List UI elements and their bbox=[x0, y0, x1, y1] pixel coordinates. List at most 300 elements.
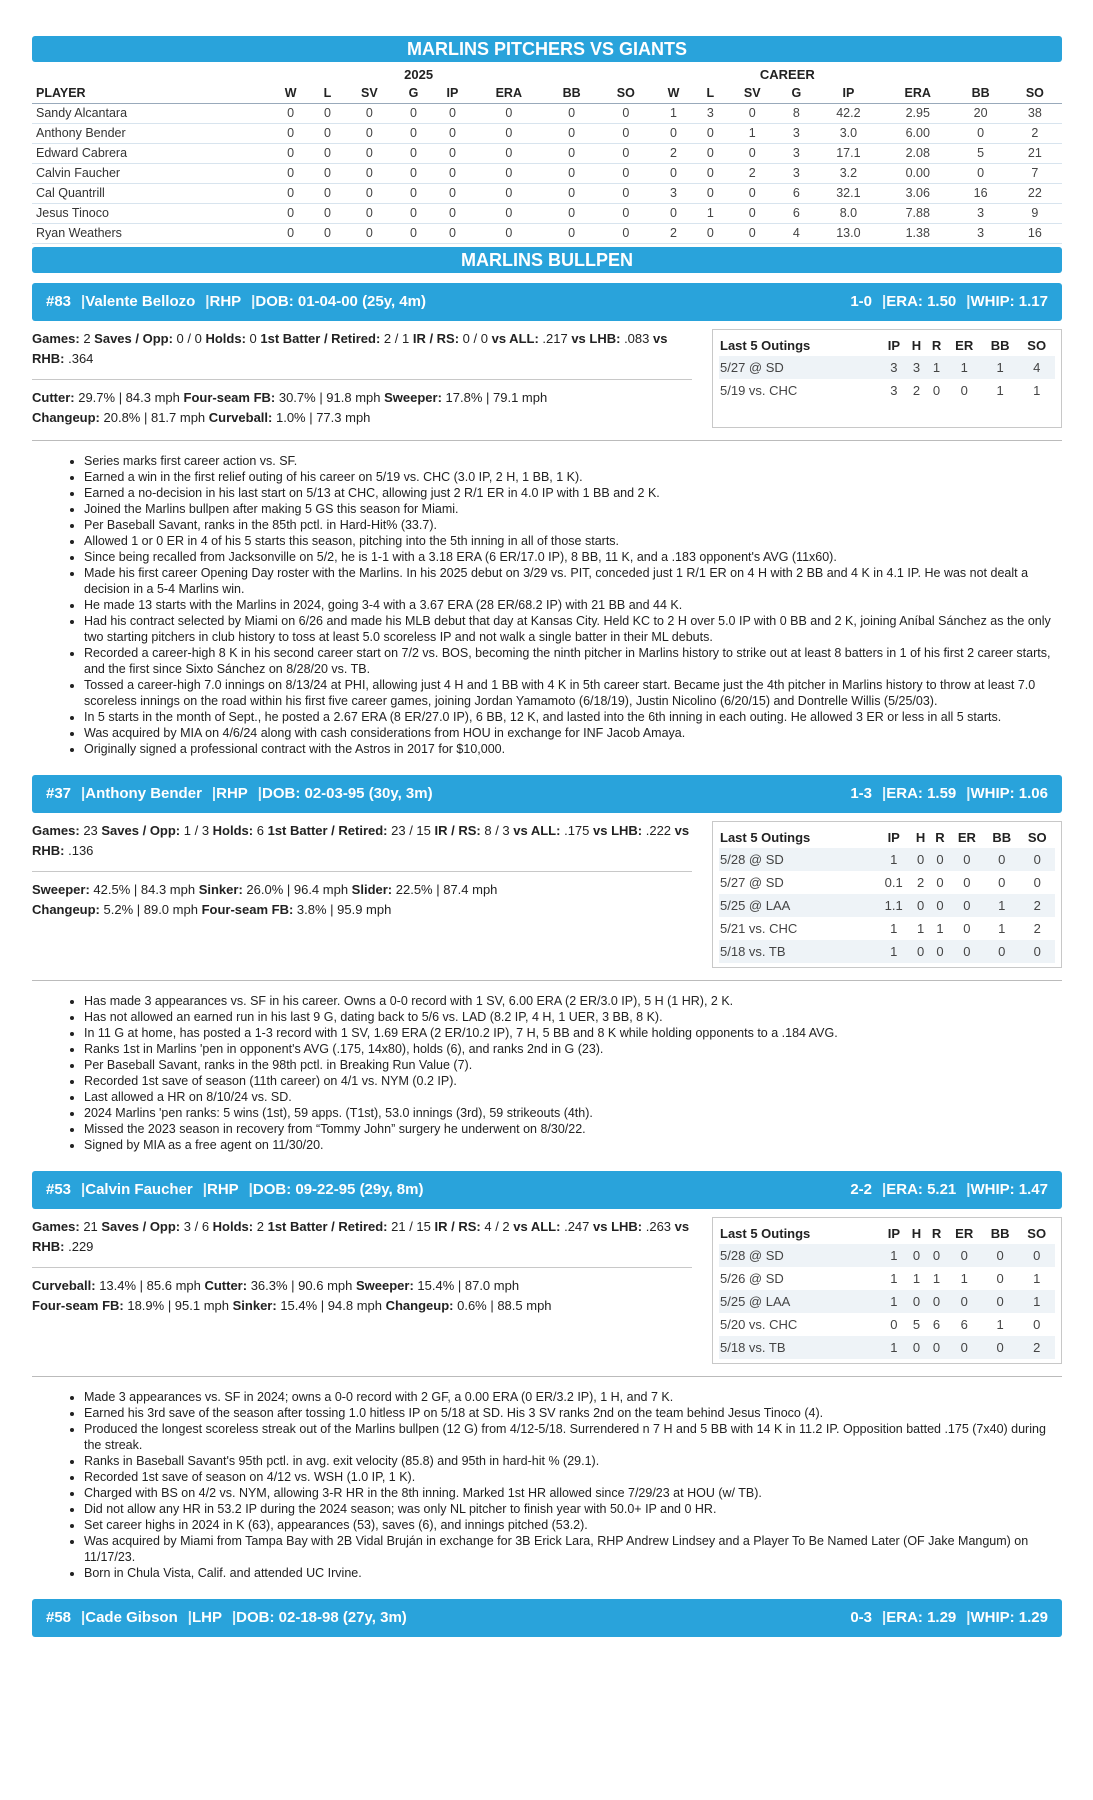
outing-cell: 2 bbox=[912, 383, 921, 398]
list-item: • Recorded 1st save of season on 4/12 vs. WSH (1.0 IP, 1 K). bbox=[84, 1469, 1062, 1485]
stat-cell: 0 bbox=[287, 126, 295, 140]
outing-cell: 0 bbox=[916, 898, 925, 913]
stat-cell: 8.0 bbox=[839, 206, 858, 220]
stat-cell: 1 bbox=[706, 206, 714, 220]
outing-cell: 2 bbox=[1033, 898, 1041, 913]
outing-cell: 1 bbox=[960, 1271, 968, 1286]
outing-cell: 0 bbox=[912, 1340, 921, 1355]
stat-cell: 0 bbox=[448, 186, 456, 200]
outing-cell: 0 bbox=[998, 852, 1006, 867]
usage-line bbox=[32, 1217, 692, 1257]
stat-cell: 2.95 bbox=[905, 106, 930, 120]
pitch-value: 42.5% | 84.3 mph bbox=[89, 882, 199, 897]
player-whip: WHIP: 1.29 bbox=[970, 1609, 1048, 1626]
stat-value: 23 / 15 bbox=[387, 823, 435, 838]
outing-row bbox=[719, 1336, 1055, 1359]
list-item: • Earned a no-decision in his last start on 5/13 at CHC, allowing just 2 R/1 ER in 4.0 IP with 1 BB and 2 K. bbox=[84, 485, 1062, 501]
list-item: • Earned a win in the first relief outing of his career on 5/19 vs. CHC (3.0 IP, 2 H, 1 BB, 1 K). bbox=[84, 469, 1062, 485]
column-header: SO bbox=[1008, 84, 1062, 104]
last5-header: R bbox=[931, 337, 942, 353]
stat-cell: 0 bbox=[706, 226, 714, 240]
outing-cell: 0 bbox=[960, 1340, 968, 1355]
outing-cell: 2 bbox=[1033, 1340, 1041, 1355]
pitch-value: 13.4% | 85.6 mph bbox=[95, 1278, 205, 1293]
stat-cell: 0 bbox=[448, 206, 456, 220]
outing-cell: 0 bbox=[936, 944, 944, 959]
outing-cell: 1 bbox=[890, 852, 898, 867]
stat-cell: 0 bbox=[287, 226, 295, 240]
outing-cell: 0.1 bbox=[884, 875, 903, 890]
outing-cell: 0 bbox=[963, 875, 971, 890]
player-bar: #53 |Calvin Faucher |RHP |DOB: 09-22-95 (29y, 8m) 2-2 |ERA: 5.21 |WHIP: 1.47 bbox=[32, 1171, 1062, 1209]
pitch-value: 17.8% | 79.1 mph bbox=[441, 390, 548, 405]
list-item: • Was acquired by Miami from Tampa Bay with 2B Vidal Bruján in exchange for 3B Erick Lara, RHP Andrew Lindsey and a Player To Be Named Later (OF Jake Mangum) on 11/17/23. bbox=[84, 1533, 1062, 1565]
outing-cell: 0 bbox=[932, 1340, 941, 1355]
player-number: #58 bbox=[46, 1609, 72, 1626]
stat-value: 0 / 0 bbox=[459, 331, 492, 346]
last5-header: Last 5 Outings bbox=[720, 1225, 811, 1241]
pitch-label: Changeup: bbox=[32, 902, 100, 917]
list-item: • Series marks first career action vs. SF. bbox=[84, 453, 1062, 469]
stat-cell: 3.0 bbox=[839, 126, 858, 140]
stat-cell: 0 bbox=[622, 166, 630, 180]
list-item: • Joined the Marlins bullpen after making 5 GS this season for Miami. bbox=[84, 501, 1062, 517]
outing-cell: 0 bbox=[996, 1271, 1004, 1286]
stat-value: 4 / 2 bbox=[480, 1219, 514, 1234]
last5-header: R bbox=[931, 1225, 942, 1241]
table-header-row bbox=[32, 84, 1062, 104]
column-header: IP bbox=[815, 84, 882, 104]
stat-value: 2 bbox=[79, 331, 95, 346]
stat-label: vs ALL: bbox=[513, 1219, 561, 1234]
stat-cell: 0 bbox=[706, 186, 714, 200]
outing-row bbox=[719, 894, 1055, 917]
player-name-cell: Anthony Bender bbox=[36, 126, 126, 140]
stat-cell: 0 bbox=[748, 226, 756, 240]
stat-value: .136 bbox=[64, 843, 94, 858]
stat-cell: 1 bbox=[748, 126, 756, 140]
last5-header: ER bbox=[955, 337, 974, 353]
stat-cell: 0 bbox=[365, 126, 373, 140]
usage-line bbox=[32, 821, 692, 861]
outing-cell: 0 bbox=[1033, 944, 1041, 959]
stat-cell: 1.38 bbox=[905, 226, 930, 240]
outing-cell: 0 bbox=[916, 944, 925, 959]
outing-cell: 1 bbox=[890, 1271, 898, 1286]
list-item: • Ranks 1st in Marlins 'pen in opponent's AVG (.175, 14x80), holds (6), and ranks 2nd in G (23). bbox=[84, 1041, 1062, 1057]
stat-cell: 0 bbox=[670, 126, 677, 140]
stat-label: Saves / Opp: bbox=[101, 823, 181, 838]
outing-cell: 2 bbox=[1033, 921, 1041, 936]
stat-cell: 0 bbox=[748, 146, 756, 160]
player-stats-block bbox=[32, 1217, 692, 1364]
stat-label: Games: bbox=[32, 331, 80, 346]
stat-value: 0 bbox=[245, 331, 261, 346]
usage-line bbox=[32, 329, 692, 369]
stat-cell: 2 bbox=[1031, 126, 1039, 140]
stat-cell: 0 bbox=[323, 206, 331, 220]
list-item: • Set career highs in 2024 in K (63), appearances (53), saves (6), and innings pitched (53.2). bbox=[84, 1517, 1062, 1533]
stat-cell: 0 bbox=[448, 126, 456, 140]
stat-label: vs ALL: bbox=[491, 331, 539, 346]
stat-cell: 0.00 bbox=[905, 166, 930, 180]
stat-cell: 0 bbox=[622, 206, 630, 220]
outing-cell: 5/26 @ SD bbox=[720, 1271, 784, 1286]
list-item: • Last allowed a HR on 8/10/24 vs. SD. bbox=[84, 1089, 1062, 1105]
stat-cell: 0 bbox=[568, 146, 576, 160]
stat-cell: 0 bbox=[748, 206, 756, 220]
player-number: #37 bbox=[46, 785, 72, 802]
group-career-label: CAREER bbox=[759, 67, 815, 82]
stat-cell: 0 bbox=[365, 206, 373, 220]
pitch-mix bbox=[32, 880, 692, 920]
table-row bbox=[32, 144, 1062, 164]
player-whip: WHIP: 1.06 bbox=[970, 785, 1048, 802]
outing-cell: 1 bbox=[936, 921, 944, 936]
stat-cell: 0 bbox=[287, 166, 295, 180]
stat-cell: 0 bbox=[568, 186, 576, 200]
last5-header: Last 5 Outings bbox=[720, 337, 811, 353]
stat-label: Games: bbox=[32, 1219, 80, 1234]
outing-cell: 1 bbox=[890, 1248, 898, 1263]
outing-cell: 5/27 @ SD bbox=[720, 360, 784, 375]
outing-row bbox=[719, 917, 1055, 940]
outing-cell: 1 bbox=[890, 1340, 898, 1355]
last5-header: Last 5 Outings bbox=[720, 829, 811, 845]
column-header: BB bbox=[954, 84, 1008, 104]
list-item: • Per Baseball Savant, ranks in the 85th pctl. in Hard-Hit% (33.7). bbox=[84, 517, 1062, 533]
outing-cell: 1 bbox=[996, 383, 1004, 398]
stat-cell: 0 bbox=[670, 206, 677, 220]
outing-row bbox=[719, 848, 1055, 871]
outing-row bbox=[719, 1267, 1055, 1290]
stat-cell: 22 bbox=[1027, 186, 1042, 200]
outing-cell: 0 bbox=[1033, 875, 1041, 890]
outing-cell: 0 bbox=[963, 944, 971, 959]
pitch-label: Sweeper: bbox=[32, 882, 90, 897]
stat-value: 23 bbox=[79, 823, 102, 838]
stat-cell: 3 bbox=[706, 106, 714, 120]
outing-cell: 0 bbox=[932, 1294, 941, 1309]
player-name: Calvin Faucher bbox=[85, 1181, 193, 1198]
stat-cell: 0 bbox=[568, 126, 576, 140]
player-whip: WHIP: 1.47 bbox=[970, 1181, 1048, 1198]
player-dob: DOB: 01-04-00 (25y, 4m) bbox=[255, 293, 426, 310]
player-bar: #58 |Cade Gibson |LHP |DOB: 02-18-98 (27y, 3m) 0-3 |ERA: 1.29 |WHIP: 1.29 bbox=[32, 1599, 1062, 1637]
stat-cell: 6.00 bbox=[905, 126, 930, 140]
outing-cell: 1 bbox=[1033, 1294, 1041, 1309]
stat-label: vs ALL: bbox=[513, 823, 561, 838]
stat-cell: 3 bbox=[670, 186, 677, 200]
stat-cell: 0 bbox=[365, 146, 373, 160]
stat-cell: 3.2 bbox=[839, 166, 858, 180]
stat-label: 1st Batter / Retired: bbox=[260, 331, 381, 346]
stat-cell: 0 bbox=[409, 106, 417, 120]
list-item: • Per Baseball Savant, ranks in the 98th pctl. in Breaking Run Value (7). bbox=[84, 1057, 1062, 1073]
outing-cell: 1.1 bbox=[884, 898, 903, 913]
list-item: • Was acquired by MIA on 4/6/24 along with cash considerations from HOU in exchange for INF Jacob Amaya. bbox=[84, 725, 1062, 741]
column-header: SV bbox=[727, 84, 778, 104]
player-name-cell: Ryan Weathers bbox=[36, 226, 122, 240]
last5-header: H bbox=[911, 1225, 922, 1241]
outing-cell: 0 bbox=[912, 1248, 921, 1263]
stat-cell: 0 bbox=[505, 166, 513, 180]
pitch-label: Curveball: bbox=[208, 410, 273, 425]
player-number: #53 bbox=[46, 1181, 72, 1198]
player-record: 0-3 bbox=[850, 1609, 873, 1626]
outing-cell: 0 bbox=[1033, 1317, 1041, 1332]
table-row bbox=[32, 124, 1062, 144]
stat-cell: 0 bbox=[748, 106, 756, 120]
stat-cell: 0 bbox=[448, 106, 456, 120]
column-header: L bbox=[694, 84, 727, 104]
pitch-label: Slider: bbox=[351, 882, 393, 897]
stat-value: 6 bbox=[253, 823, 268, 838]
outing-cell: 5/18 vs. TB bbox=[720, 944, 786, 959]
table-row bbox=[32, 204, 1062, 224]
outing-cell: 5/28 @ SD bbox=[720, 1248, 784, 1263]
column-header: G bbox=[778, 84, 815, 104]
list-item: • Signed by MIA as a free agent on 11/30/20. bbox=[84, 1137, 1062, 1153]
stat-cell: 0 bbox=[622, 226, 630, 240]
stat-cell: 0 bbox=[622, 106, 630, 120]
pitch-value: 30.7% | 91.8 mph bbox=[275, 390, 385, 405]
stat-label: Holds: bbox=[212, 823, 254, 838]
outing-cell: 6 bbox=[960, 1317, 968, 1332]
stat-cell: 3 bbox=[977, 206, 985, 220]
stat-cell: 0 bbox=[505, 226, 513, 240]
pitch-value: 20.8% | 81.7 mph bbox=[99, 410, 209, 425]
stat-cell: 0 bbox=[622, 126, 630, 140]
stat-cell: 20 bbox=[973, 106, 988, 120]
stat-cell: 0 bbox=[323, 106, 331, 120]
stat-cell: 7 bbox=[1031, 166, 1039, 180]
pitch-label: Sweeper: bbox=[355, 1278, 414, 1293]
player-number: #83 bbox=[46, 293, 72, 310]
player-name: Cade Gibson bbox=[85, 1609, 178, 1626]
outing-cell: 5/28 @ SD bbox=[720, 852, 784, 867]
pitch-value: 5.2% | 89.0 mph bbox=[99, 902, 202, 917]
stat-cell: 3.06 bbox=[905, 186, 930, 200]
outing-cell: 1 bbox=[890, 921, 898, 936]
stat-cell: 42.2 bbox=[836, 106, 861, 120]
last5-header: BB bbox=[990, 1225, 1010, 1241]
outing-cell: 0 bbox=[963, 898, 971, 913]
player-hand: LHP bbox=[191, 1609, 222, 1626]
section-divider bbox=[32, 980, 1062, 981]
player-stats-block bbox=[32, 821, 692, 968]
stat-cell: 3 bbox=[977, 226, 985, 240]
outing-cell: 4 bbox=[1033, 360, 1041, 375]
player-section bbox=[32, 1599, 1062, 1637]
stat-label: Holds: bbox=[205, 331, 246, 346]
stat-cell: 0 bbox=[568, 226, 576, 240]
list-item: • He made 13 starts with the Marlins in 2024, going 3-4 with a 3.67 ERA (28 ER/68.2 IP) with 21 BB and 44 K. bbox=[84, 597, 1062, 613]
stat-cell: 0 bbox=[505, 206, 513, 220]
stat-cell: 17.1 bbox=[836, 146, 861, 160]
outing-cell: 0 bbox=[936, 898, 944, 913]
column-header: SO bbox=[599, 84, 653, 104]
stat-cell: 0 bbox=[568, 206, 576, 220]
pitch-label: Sinker: bbox=[198, 882, 243, 897]
last5-header: BB bbox=[992, 829, 1012, 845]
outing-cell: 1 bbox=[998, 898, 1006, 913]
stat-cell: 0 bbox=[323, 166, 331, 180]
last5-header: BB bbox=[990, 337, 1010, 353]
stat-cell: 0 bbox=[409, 126, 417, 140]
outing-cell: 0 bbox=[936, 852, 944, 867]
pitch-label: Four-seam FB: bbox=[201, 902, 294, 917]
outing-cell: 5/18 vs. TB bbox=[720, 1340, 786, 1355]
stat-cell: 0 bbox=[365, 186, 373, 200]
outing-cell: 5 bbox=[912, 1317, 921, 1332]
outing-cell: 5/20 vs. CHC bbox=[720, 1317, 798, 1332]
player-bar: #37 |Anthony Bender |RHP |DOB: 02-03-95 (30y, 3m) 1-3 |ERA: 1.59 |WHIP: 1.06 bbox=[32, 775, 1062, 813]
outing-cell: 1 bbox=[1033, 1271, 1041, 1286]
stat-cell: 0 bbox=[323, 226, 331, 240]
player-name: Anthony Bender bbox=[85, 785, 202, 802]
stat-label: Holds: bbox=[212, 1219, 254, 1234]
stat-cell: 0 bbox=[287, 146, 295, 160]
outing-cell: 0 bbox=[916, 852, 925, 867]
list-item: • 2024 Marlins 'pen ranks: 5 wins (1st), 59 apps. (T1st), 53.0 innings (3rd), 59 strikeouts (4th). bbox=[84, 1105, 1062, 1121]
stat-label: vs RHB: bbox=[32, 823, 690, 858]
pitch-label: Changeup: bbox=[385, 1298, 454, 1313]
pitch-value: 3.8% | 95.9 mph bbox=[293, 902, 392, 917]
stat-cell: 3 bbox=[792, 166, 800, 180]
list-item: • Charged with BS on 4/2 vs. NYM, allowing 3-R HR in the 8th inning. Marked 1st HR allowed since 7/29/23 at HOU (w/ TB). bbox=[84, 1485, 1062, 1501]
stat-cell: 32.1 bbox=[836, 186, 861, 200]
player-record: 2-2 bbox=[850, 1181, 873, 1198]
stat-cell: 4 bbox=[792, 226, 800, 240]
stat-cell: 2 bbox=[670, 226, 677, 240]
bullpen-title: MARLINS BULLPEN bbox=[32, 247, 1062, 273]
player-era: ERA: 5.21 bbox=[886, 1181, 957, 1198]
pitch-label: Changeup: bbox=[32, 410, 100, 425]
pitch-label: Four-seam FB: bbox=[183, 390, 276, 405]
column-header: L bbox=[311, 84, 344, 104]
outing-cell: 1 bbox=[996, 1317, 1004, 1332]
last5-header: IP bbox=[887, 337, 901, 353]
stat-cell: 13.0 bbox=[836, 226, 861, 240]
list-item: • Produced the longest scoreless streak out of the Marlins bullpen (12 G) from 4/12-5/18. Surrendered n 7 H and 5 BB with 14 K in 11.2 IP. Opposition batted .175 (7x40) during the streak. bbox=[84, 1421, 1062, 1453]
stat-value: .217 bbox=[538, 331, 572, 346]
stat-cell: 0 bbox=[977, 126, 985, 140]
last5-header: ER bbox=[955, 1225, 974, 1241]
list-item: • Ranks in Baseball Savant's 95th pctl. in avg. exit velocity (85.8) and 95th in hard-hit % (29.1). bbox=[84, 1453, 1062, 1469]
stat-label: IR / RS: bbox=[412, 331, 460, 346]
stat-cell: 0 bbox=[365, 106, 373, 120]
stat-cell: 38 bbox=[1027, 106, 1042, 120]
column-header: PLAYER bbox=[32, 84, 270, 104]
stat-cell: 0 bbox=[409, 206, 417, 220]
column-header: W bbox=[653, 84, 694, 104]
column-header: W bbox=[270, 84, 311, 104]
outing-cell: 5/25 @ LAA bbox=[720, 898, 791, 913]
stat-cell: 0 bbox=[706, 146, 714, 160]
outing-cell: 0 bbox=[890, 1317, 898, 1332]
outing-row bbox=[719, 1313, 1055, 1336]
outing-cell: 0 bbox=[1033, 1248, 1041, 1263]
outing-cell: 0 bbox=[998, 944, 1006, 959]
stat-cell: 5 bbox=[977, 146, 985, 160]
stat-cell: 0 bbox=[622, 146, 630, 160]
player-name-cell: Edward Cabrera bbox=[36, 146, 128, 160]
player-info bbox=[32, 821, 1062, 968]
stat-cell: 0 bbox=[448, 166, 456, 180]
list-item: • Had his contract selected by Miami on 6/26 and made his MLB debut that day at Kansas City. Held KC to 2 H over 5.0 IP with 0 BB and 2 K, joining Aníbal Sánchez as the only two starting pitchers in club history to toss at least 5.0 scoreless IP and not walk a single batter in their ML debuts. bbox=[84, 613, 1062, 645]
pitch-value: 18.9% | 95.1 mph bbox=[123, 1298, 233, 1313]
outing-cell: 0 bbox=[936, 875, 944, 890]
list-item: • Since being recalled from Jacksonville on 5/2, he is 1-1 with a 3.18 ERA (6 ER/17.0 IP), 8 BB, 11 K, and a .183 opponent's AVG (11x60). bbox=[84, 549, 1062, 565]
stat-cell: 0 bbox=[505, 146, 513, 160]
stat-cell: 0 bbox=[568, 166, 576, 180]
outing-cell: 1 bbox=[932, 360, 941, 375]
last5-header: SO bbox=[1027, 1225, 1047, 1241]
stat-cell: 0 bbox=[409, 186, 417, 200]
outing-row bbox=[719, 1290, 1055, 1313]
list-item: • Missed the 2023 season in recovery from “Tommy John” surgery he underwent on 8/30/22. bbox=[84, 1121, 1062, 1137]
column-header: ERA bbox=[882, 84, 954, 104]
page bbox=[32, 36, 1062, 1637]
stat-label: vs LHB: bbox=[571, 331, 621, 346]
list-item: • Allowed 1 or 0 ER in 4 of his 5 starts this season, pitching into the 5th inning in all of those starts. bbox=[84, 533, 1062, 549]
pitchers-vs-title: MARLINS PITCHERS VS GIANTS bbox=[32, 36, 1062, 62]
stat-label: vs RHB: bbox=[32, 331, 668, 366]
list-item: • Earned his 3rd save of the season after tossing 1.0 hitless IP on 5/18 at SD. His 3 SV ranks 2nd on the team behind Jesus Tinoco (4). bbox=[84, 1405, 1062, 1421]
outing-cell: 2 bbox=[916, 875, 925, 890]
last5-header: SO bbox=[1027, 829, 1047, 845]
player-record: 1-0 bbox=[850, 293, 873, 310]
player-name-cell: Jesus Tinoco bbox=[36, 206, 109, 220]
stat-cell: 0 bbox=[977, 166, 985, 180]
list-item: • Made 3 appearances vs. SF in 2024; owns a 0-0 record with 2 GF, a 0.00 ERA (0 ER/3.2 IP), 1 H, and 7 K. bbox=[84, 1389, 1062, 1405]
outing-cell: 0 bbox=[963, 921, 971, 936]
last5-header: SO bbox=[1027, 337, 1047, 353]
stat-value: .229 bbox=[64, 1239, 94, 1254]
stat-value: 21 / 15 bbox=[387, 1219, 435, 1234]
stat-cell: 0 bbox=[505, 186, 513, 200]
stat-label: Saves / Opp: bbox=[101, 1219, 181, 1234]
stat-cell: 0 bbox=[448, 146, 456, 160]
player-stats-block bbox=[32, 329, 692, 428]
outing-cell: 1 bbox=[996, 360, 1004, 375]
stat-cell: 0 bbox=[323, 146, 331, 160]
player-era: ERA: 1.59 bbox=[886, 785, 957, 802]
stat-cell: 9 bbox=[1031, 206, 1039, 220]
last5-header: IP bbox=[887, 829, 900, 845]
outing-cell: 0 bbox=[912, 1294, 921, 1309]
stat-value: 0 / 0 bbox=[172, 331, 206, 346]
last5-header: H bbox=[911, 337, 922, 353]
outing-cell: 0 bbox=[960, 1294, 968, 1309]
outing-cell: 1 bbox=[960, 360, 968, 375]
pitch-value: 15.4% | 94.8 mph bbox=[276, 1298, 386, 1313]
player-name-cell: Sandy Alcantara bbox=[36, 106, 128, 120]
stat-value: .083 bbox=[620, 331, 653, 346]
player-section bbox=[32, 283, 1062, 757]
outing-cell: 0 bbox=[932, 383, 941, 398]
player-hand: RHP bbox=[206, 1181, 239, 1198]
notes-list bbox=[84, 1389, 1062, 1581]
section-divider bbox=[32, 1376, 1062, 1377]
stat-label: IR / RS: bbox=[434, 1219, 481, 1234]
player-record: 1-3 bbox=[850, 785, 873, 802]
outing-cell: 3 bbox=[890, 360, 898, 375]
pitch-value: 26.0% | 96.4 mph bbox=[242, 882, 352, 897]
stat-cell: 0 bbox=[622, 186, 630, 200]
stat-cell: 6 bbox=[792, 186, 800, 200]
